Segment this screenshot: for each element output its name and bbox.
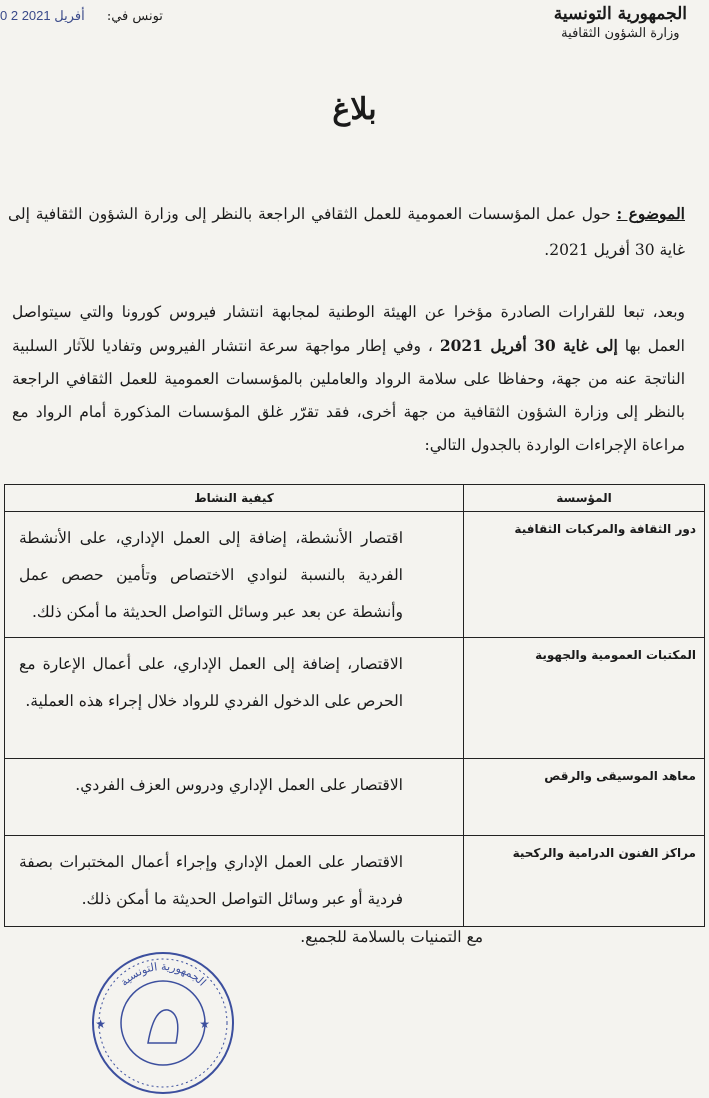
table-row <box>5 836 705 927</box>
ministry-name: وزارة الشؤون الثقافية <box>561 26 680 41</box>
table-row <box>5 638 705 759</box>
date-stamp: 0 2 أفريل 2021 <box>0 8 85 23</box>
place-label: تونس في: <box>106 9 163 24</box>
activity-cell: الاقتصار، إضافة إلى العمل الإداري، على أعمال الإعارة مع الحرص على الدخول الفردي للرواد خلال إجراء هذه العملية. <box>5 638 464 759</box>
svg-text:الجمهورية التونسية: الجمهورية التونسية <box>117 959 209 989</box>
official-seal <box>88 948 238 1098</box>
subject-line <box>8 196 685 268</box>
measures-table <box>4 484 705 927</box>
svg-text:★: ★ <box>95 1017 106 1031</box>
table-row <box>5 512 705 638</box>
svg-text:★: ★ <box>199 1017 210 1031</box>
institution-cell: معاهد الموسيقى والرقص <box>464 759 705 836</box>
activity-cell: الاقتصار على العمل الإداري ودروس العزف الفردي. <box>5 759 464 836</box>
activity-cell: اقتصار الأنشطة، إضافة إلى العمل الإداري، على الأنشطة الفردية بالنسبة لنوادي الاختصاص وتأمين حصص عمل وأنشطة عن بعد عبر وسائل التواصل الحديثة ما أمكن ذلك. <box>5 512 464 638</box>
body-emphasis: إلى غاية 30 أفريل 2021 <box>439 336 618 355</box>
subject-label: الموضوع : <box>616 204 685 223</box>
institution-cell: المكتبات العمومية والجهوية <box>464 638 705 759</box>
body-part-1: وبعد، تبعا للقرارات الصادرة مؤخرا عن الهيئة الوطنية لمجابهة انتشار فيروس كورونا والتي سيتواصل العمل بها <box>12 303 685 355</box>
activity-cell: الاقتصار على العمل الإداري وإجراء أعمال المختبرات بصفة فردية أو عبر وسائل التواصل الحديثة ما أمكن ذلك. <box>5 836 464 927</box>
header-institution: المؤسسة <box>464 485 705 512</box>
body-paragraph <box>12 296 685 462</box>
table-header-row <box>5 485 705 512</box>
closing-line: مع التمنيات بالسلامة للجميع. <box>300 928 483 946</box>
subject-text: حول عمل المؤسسات العمومية للعمل الثقافي الراجعة بالنظر إلى وزارة الشؤون الثقافية إلى غاية 30 أفريل 2021. <box>8 205 685 259</box>
table-row <box>5 759 705 836</box>
letterhead <box>554 4 687 41</box>
header-activity: كيفية النشاط <box>5 485 464 512</box>
body-part-2: ، وفي إطار مواجهة سرعة انتشار الفيروس وتفاديا للآثار السلبية الناتجة عنه من جهة، وحفاظا على سلامة الرواد والعاملين بالمؤسسات العمومية للعمل الثقافي الراجعة بالنظر إلى وزارة الشؤون الثقافية من جهة أخرى، فقد تقرّر غلق المؤسسات المذكورة أمام الرواد مع مراعاة الإجراءات الواردة بالجدول التالي: <box>12 337 685 454</box>
republic-name: الجمهورية التونسية <box>553 4 687 24</box>
institution-cell: دور الثقافة والمركبات الثقافية <box>464 512 705 638</box>
date-line <box>0 8 163 24</box>
page-title: بلاغ <box>332 92 377 127</box>
institution-cell: مراكز الفنون الدرامية والركحية <box>464 836 705 927</box>
